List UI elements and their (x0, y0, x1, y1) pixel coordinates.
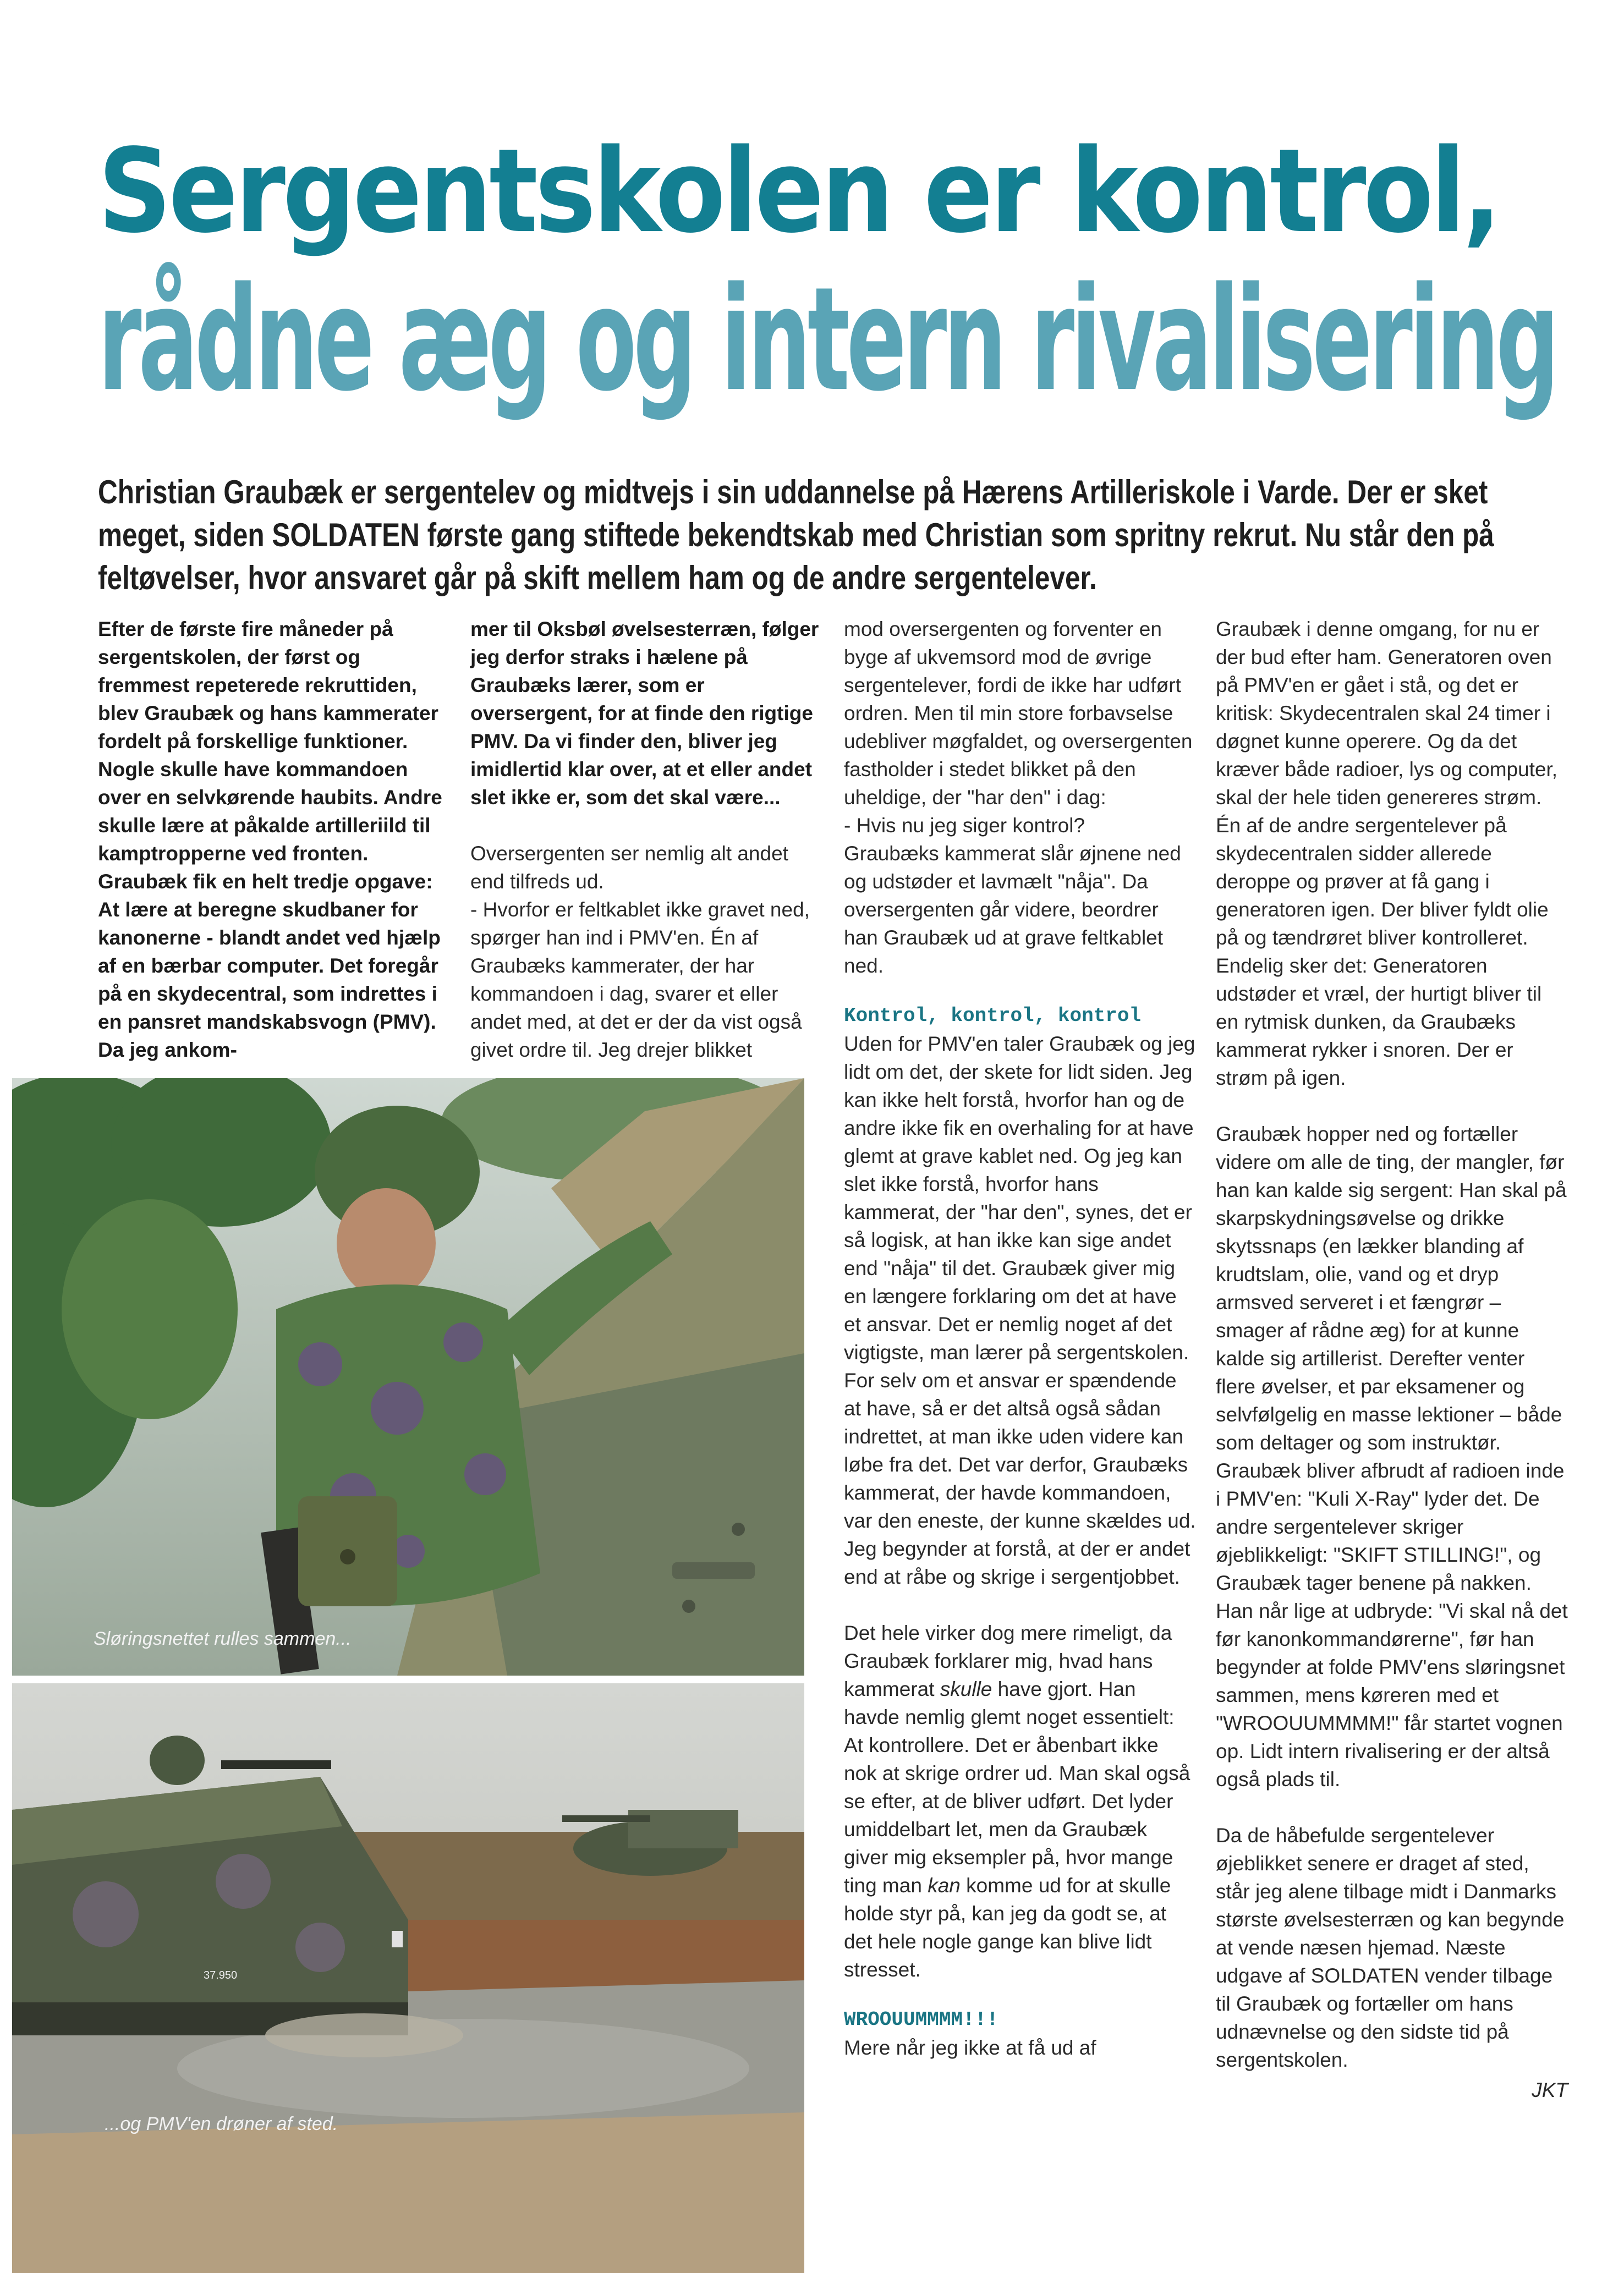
paragraph: Efter de første fire måneder på sergentskolen, der først og fremmest repeterede rekruttiden, blev Graubæk og hans kammerater fordelt på forskellige funktioner. Nogle skulle have kommandoen over en selvkørende haubits. Andre skulle lære at påkalde artilleriild til kamptropperne ved fronten. Graubæk fik en helt tredje opgave: At lære at beregne skudbaner for kanonerne - blandt andet ved hjælp af en bærbar computer. Det foregår på en skydecentral, som indrettes i en pansret mandskabsvogn (PMV). Da jeg ankom- (98, 618, 442, 1061)
subheading: WROOUUMMMM!!! (844, 2008, 998, 2031)
vehicle-number: 37.950 (204, 1969, 238, 1981)
paragraph: Oversergenten ser nemlig alt andet end tilfreds ud. (470, 842, 788, 893)
article-column-3 (844, 615, 1196, 2062)
emphasis: skulle (940, 1678, 992, 1700)
paragraph: Graubæk i denne omgang, for nu er der bud efter ham. Generatoren oven på PMV'en er gået i stå, og det er kritisk: Skydecentralen skal 24 timer i døgnet kunne operere. Og da det kræver både radioer, lys og computer, skal der hele tiden genereres strøm. Én af de andre sergentelever på skydecentralen sidder allerede deroppe og prøver at få gang i generatoren igen. Der bliver fyldt olie på og tændrøret bliver kontrolleret. Endelig sker det: Generatoren udstøder et vræl, der hurtigt bliver til en rytmisk dunken, da Graubæks kammerat rykker i snoren. Der er strøm på igen. (1216, 618, 1558, 1089)
paragraph: mer til Oksbøl øvelsesterræn, følger jeg derfor straks i hælene på Graubæks lærer, som er oversergent, for at finde den rigtige PMV. Da vi finder den, bliver jeg imidlertid klar over, at et eller andet slet ikke er, som det skal være... (470, 618, 819, 809)
photo-caption-1: Sløringsnettet rulles sammen... (94, 1628, 352, 1649)
paragraph: - Hvorfor er feltkablet ikke gravet ned, spørger han ind i PMV'en. Én af Graubæks kammerater, der har kommandoen i dag, svarer et eller andet med, at det er der da vist også givet ordre til. Jeg drejer blikket (470, 898, 810, 1061)
paragraph: mod oversergenten og forventer en byge af ukvemsord mod de øvrige sergentelever, fordi de ikke har udført ordren. Men til min store forbavselse udebliver møgfaldet, og oversergenten fastholder i stedet blikket på den uheldige, der "har den" i dag: (844, 618, 1193, 809)
photo-soldier-net (12, 1078, 804, 1676)
paragraph: Da de håbefulde sergentelever øjeblikket senere er draget af sted, står jeg alene tilbage midt i Danmarks største øvelsesterræn og kan begynde at vende næsen hjemad. Næste udgave af SOLDATEN vender tilbage til Graubæk og fortæller om hans udnævnelse og den sidste tid på sergentskolen. (1216, 1824, 1565, 2071)
lede-paragraph: Christian Graubæk er sergentelev og midtvejs i sin uddannelse på Hærens Artilleriskole i Varde. Der er sket meget, siden SOLDATEN første gang stiftede bekendtskab med Christian som spritny rekrut. Nu står den på feltøvelser, hvor ansvaret går på skift mellem ham og de andre sergentelever. (98, 474, 1494, 596)
emphasis: kan (928, 1874, 961, 1897)
photo-caption-2: ...og PMV'en drøner af sted. (105, 2113, 338, 2134)
paragraph: Uden for PMV'en taler Graubæk og jeg lidt om det, der skete for lidt siden. Jeg kan ikke helt forstå, hvorfor han og de andre ikke fik en overhaling for at have glemt at grave kablet ned. Og jeg kan slet ikke forstå, hvorfor hans kammerat, der "har den", synes, det er så logisk, at han ikke kan sige andet end "nåja" til det. Graubæk giver mig en længere forklaring om det at have et ansvar. Det er nemlig noget af det vigtigste, man lærer på sergentskolen. For selv om et ansvar er spændende at have, så er det altså også sådan indrettet, at man ikke uden videre kan løbe fra det. Det var derfor, Graubæks kammerat, der havde kommandoen, var den eneste, der kunne skældes ud. Jeg begynder at forstå, at der er andet end at råbe og skrige i sergentjobbet. (844, 1033, 1196, 1588)
paragraph: Graubæks kammerat slår øjnene ned og udstøder et lavmælt "nåja". Da oversergenten går videre, beordrer han Graubæk ud at grave feltkablet ned. (844, 842, 1181, 977)
article-column-4 (1216, 615, 1568, 2104)
paragraph: Mere når jeg ikke at få ud af (844, 2036, 1096, 2059)
article-column-2 (470, 615, 822, 1064)
photo-vehicle (12, 1683, 804, 2273)
paragraph: - Hvis nu jeg siger kontrol? (844, 814, 1085, 837)
paragraph: Det hele virker dog mere rimeligt, da Graubæk forklarer mig, hvad hans kammerat skulle have gjort. Han havde nemlig glemt noget essentielt: At kontrollere. Det er åbenbart ikke nok at skrige ordrer ud. Man skal også se efter, at de bliver udført. Det lyder umiddelbart let, men da Graubæk giver mig eksempler på, hvor mange ting man kan komme ud for at skulle holde styr på, kan jeg da godt se, at det hele nogle gange kan blive lidt stresset. (844, 1622, 1190, 1981)
paragraph: Graubæk hopper ned og fortæller videre om alle de ting, der mangler, før han kan kalde sig sergent: Han skal på skarpskydningsøvelse og drikke skytssnaps (en lækker blanding af krudtslam, olie, vand og et dryp armsved serveret i et fængrør – smager af rådne æg) for at kunne kalde sig artillerist. Derefter venter flere øvelser, et par eksamener og selvfølgelig en masse lektioner – både som deltager og som instruktør. Graubæk bliver afbrudt af radioen inde i PMV'en: "Kuli X-Ray" lyder det. De andre sergentelever skriger øjeblikkeligt: "SKIFT STILLING!", og Graubæk tager benene på nakken. Han når lige at udbryde: "Vi skal nå det før kanonkommandørerne", før han begynder at folde PMV'ens sløringsnet sammen, mens køreren med et "WROOUUMMMM!" får startet vognen op. Lidt intern rivalisering er der altså også plads til. (1216, 1123, 1568, 1791)
subheading: Kontrol, kontrol, kontrol (844, 1004, 1142, 1027)
headline-line-1: Sergentskolen er kontrol, (98, 124, 1499, 259)
headline-line-2: rådne æg og intern rivalisering (98, 257, 1556, 423)
article-column-1 (98, 615, 450, 1064)
author-signature: JKT (1532, 2079, 1568, 2101)
